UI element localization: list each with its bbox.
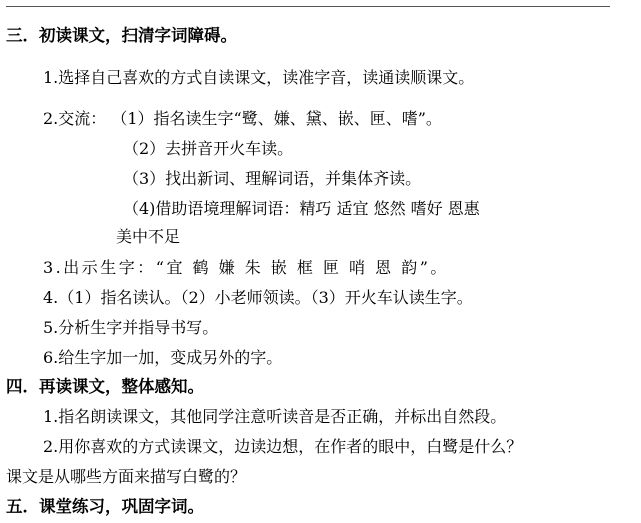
list-item: 2.用你喜欢的方式读课文，边读边想，在作者的眼中，白鹭是什么？	[43, 437, 523, 456]
list-item: 5.分析生字并指导书写。	[43, 318, 219, 337]
section-heading-3: 三．初读课文，扫清字词障碍。	[6, 26, 237, 45]
list-item: （2）去拼音开火车读。	[123, 139, 294, 158]
list-item: 课文是从哪些方面来描写白鹭的？	[6, 467, 247, 486]
list-item: 6.给生字加一加，变成另外的字。	[43, 348, 283, 367]
list-item: （3）找出新词、理解词语，并集体齐读。	[123, 169, 422, 188]
list-item: 1.指名朗读课文，其他同学注意听读音是否正确，并标出自然段。	[43, 407, 507, 426]
list-item: 1.选择自己喜欢的方式自读课文，读准字音，读通读顺课文。	[43, 68, 475, 87]
list-item: 美中不足	[116, 227, 181, 246]
section-heading-4: 四．再读课文，整体感知。	[6, 377, 204, 396]
list-item: 2.交流： （1）指名读生字“鹭、嫌、黛、嵌、匣、嗜”。	[43, 109, 442, 128]
list-item: 3.出示生字：“宜 鹤 嫌 朱 嵌 框 匣 哨 恩 韵”。	[43, 258, 449, 277]
list-item: 4.（1）指名读认。（2）小老师领读。（3）开火车认读生字。	[43, 288, 473, 307]
list-item: （4)借助语境理解词语：精巧 适宜 悠然 嗜好 恩惠	[123, 199, 480, 218]
section-heading-5: 五．课堂练习，巩固字词。	[6, 497, 204, 516]
top-divider	[6, 6, 610, 7]
